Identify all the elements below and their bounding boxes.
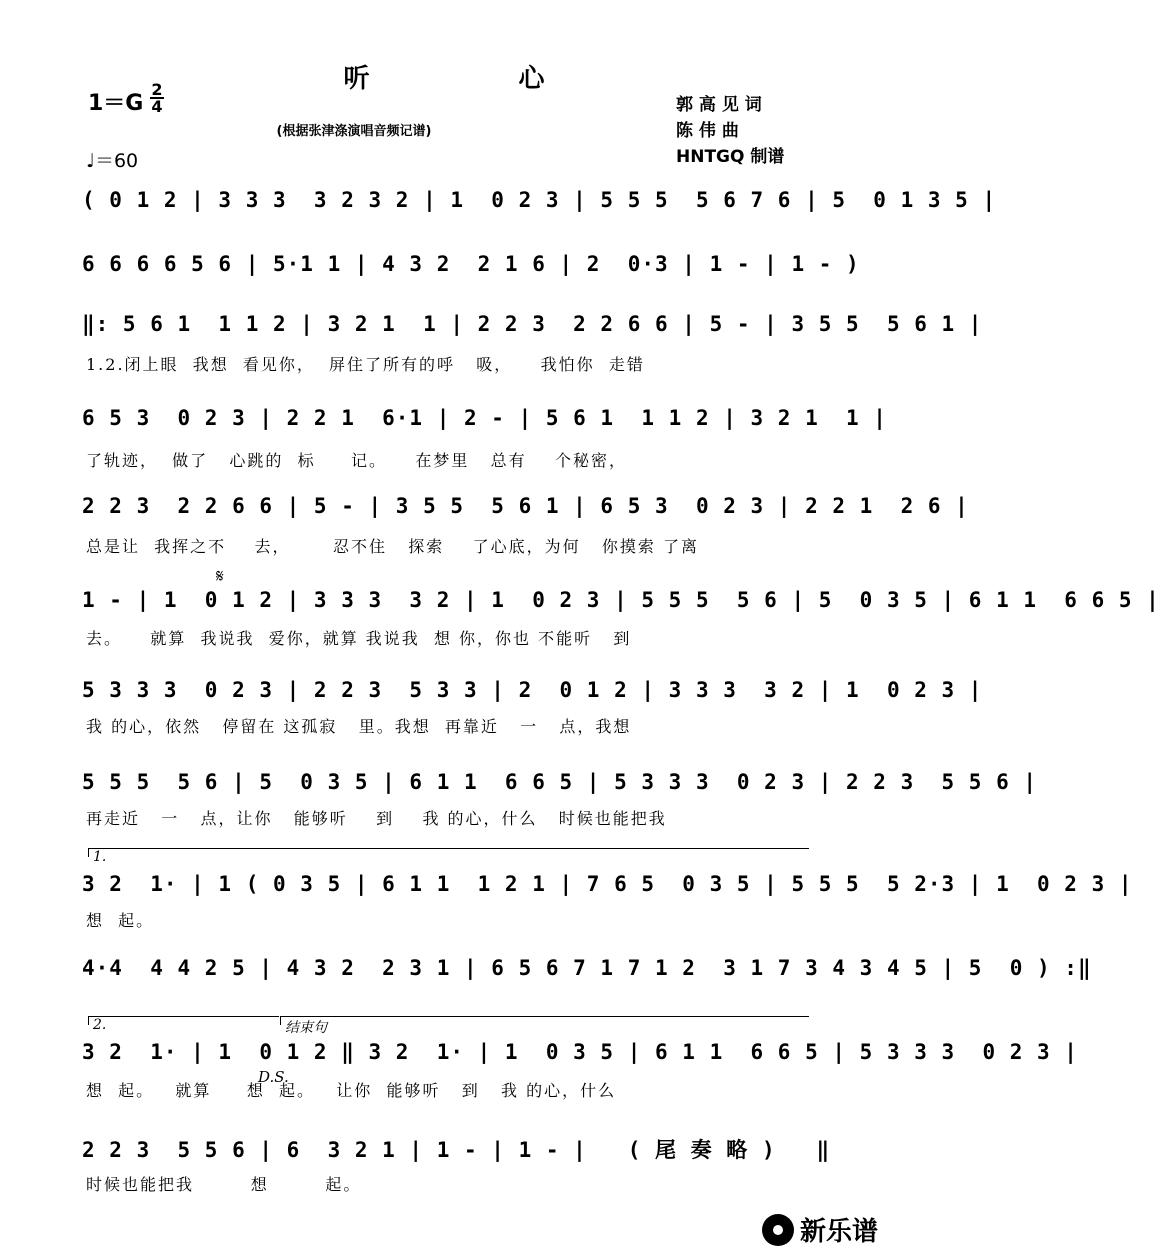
lyric-row-7: 我 的心，依然 停留在 这孤寂 里。我想 再靠近 一 点，我想 bbox=[86, 717, 632, 736]
tempo-marking: ♩＝60 bbox=[86, 150, 139, 172]
lyric-row-12: 时候也能把我 想 起。 bbox=[86, 1175, 362, 1194]
lyric-row-9: 想 起。 bbox=[86, 911, 155, 930]
notation-row-7: 5 3 3 3 0 2 3 | 2 2 3 5 3 3 | 2 0 1 2 | 3 3 3 3 2 | 1 0 2 3 | bbox=[82, 678, 983, 702]
ds-marking: D.S. bbox=[258, 1068, 289, 1086]
site-logo bbox=[762, 1211, 878, 1248]
record-disc-icon bbox=[762, 1214, 794, 1246]
logo-text: 新乐谱 bbox=[799, 1217, 878, 1247]
subtitle: (根据张津涤演唱音频记谱) bbox=[276, 124, 432, 139]
lyric-row-11: 想 起。 就算 想 起。 让你 能够听 到 我 的心，什么 bbox=[86, 1081, 617, 1100]
notation-row-8: 5 5 5 5 6 | 5 0 3 5 | 6 1 1 6 6 5 | 5 3 3 3 0 2 3 | 2 2 3 5 5 6 | bbox=[82, 770, 1038, 794]
credits bbox=[676, 92, 784, 170]
notation-row-2: 6 6 6 6 5 6 | 5·1 1 | 4 3 2 2 1 6 | 2 0·3 | 1 - | 1 - ) bbox=[82, 252, 860, 276]
song-title: 听 心 bbox=[343, 64, 615, 94]
notation-row-3: ‖: 5 6 1 1 1 2 | 3 2 1 1 | 2 2 3 2 2 6 6 | 5 - | 3 5 5 5 6 1 | bbox=[82, 312, 983, 336]
notation-row-4: 6 5 3 0 2 3 | 2 2 1 6·1 | 2 - | 5 6 1 1 1 2 | 3 2 1 1 | bbox=[82, 406, 887, 430]
lyricist: 郭 高 见 词 bbox=[676, 95, 762, 115]
composer: 陈 伟 曲 bbox=[676, 121, 739, 141]
time-signature bbox=[150, 82, 164, 114]
lyric-row-3: 1.2.闭上眼 我想 看见你， 屏住了所有的呼 吸， 我怕你 走错 bbox=[86, 355, 645, 374]
notation-row-5: 2 2 3 2 2 6 6 | 5 - | 3 5 5 5 6 1 | 6 5 3 0 2 3 | 2 2 1 2 6 | bbox=[82, 494, 969, 518]
segno-sign: 𝄋 bbox=[216, 566, 224, 587]
lyric-row-5: 总是让 我挥之不 去， 忍不住 探索 了心底，为何 你摸索 了离 bbox=[86, 537, 699, 556]
lyric-row-6: 去。 就算 我说我 爱你，就算 我说我 想 你，你也 不能听 到 bbox=[86, 629, 632, 648]
key-signature: 1＝G bbox=[88, 91, 144, 116]
first-ending-bracket: 1. bbox=[88, 848, 809, 857]
notation-row-12: 2 2 3 5 5 6 | 6 3 2 1 | 1 - | 1 - | ( 尾 奏 略 ) ‖ bbox=[82, 1138, 831, 1162]
notation-row-11: 3 2 1· | 1 0 1 2 ‖ 3 2 1· | 1 0 3 5 | 6 1 1 6 6 5 | 5 3 3 3 0 2 3 | bbox=[82, 1040, 1078, 1064]
meter-top: 2 bbox=[151, 80, 163, 99]
lyric-row-8: 再走近 一 点，让你 能够听 到 我 的心，什么 时候也能把我 bbox=[86, 809, 667, 828]
notation-row-1: ( 0 1 2 | 3 3 3 3 2 3 2 | 1 0 2 3 | 5 5 5 5 6 7 6 | 5 0 1 3 5 | bbox=[82, 188, 997, 212]
coda-bracket: 结束句 bbox=[280, 1016, 809, 1025]
meter-bottom: 4 bbox=[151, 97, 163, 116]
notation-row-10: 4·4 4 4 2 5 | 4 3 2 2 3 1 | 6 5 6 7 1 7 1 2 3 1 7 3 4 3 4 5 | 5 0 ) :‖ bbox=[82, 956, 1092, 980]
arranger: HNTGQ 制谱 bbox=[676, 147, 785, 167]
notation-row-9: 3 2 1· | 1 ( 0 3 5 | 6 1 1 1 2 1 | 7 6 5 0 3 5 | 5 5 5 5 2·3 | 1 0 2 3 | bbox=[82, 872, 1133, 896]
notation-row-6: 1 - | 1 0 1 2 | 3 3 3 3 2 | 1 0 2 3 | 5 5 5 5 6 | 5 0 3 5 | 6 1 1 6 6 5 | bbox=[82, 588, 1160, 612]
second-ending-bracket: 2. bbox=[88, 1016, 279, 1025]
lyric-row-4: 了轨迹， 做了 心跳的 标 记。 在梦里 总有 个秘密， bbox=[86, 451, 627, 470]
